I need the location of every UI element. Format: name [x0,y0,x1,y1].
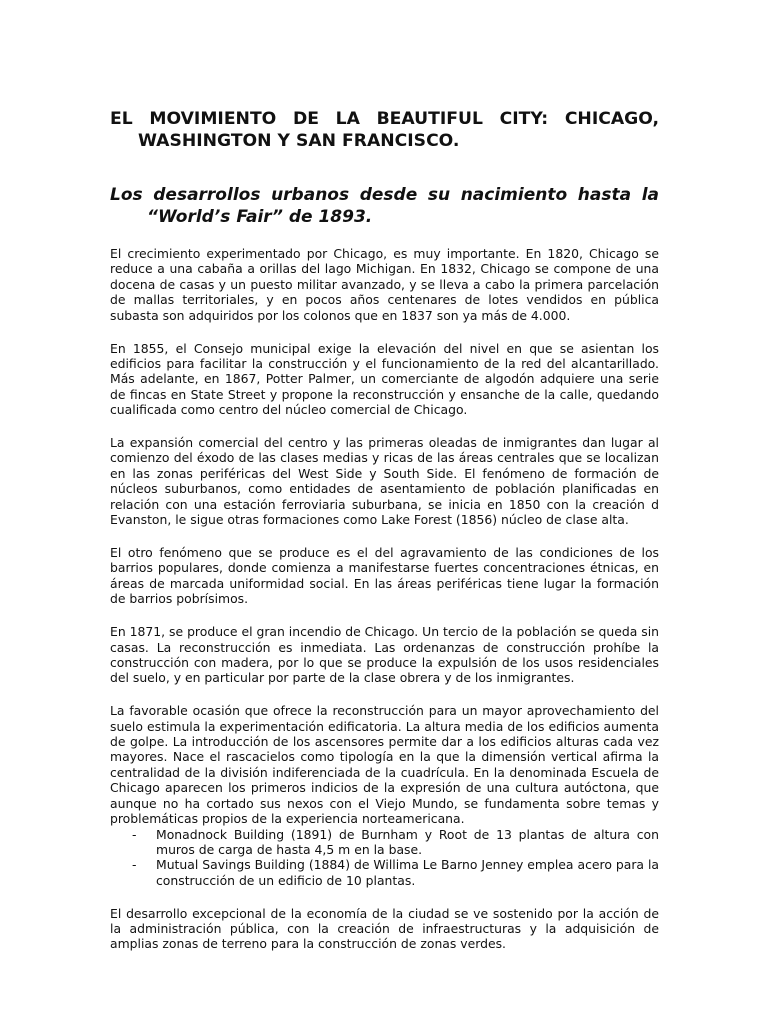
paragraph: En 1871, se produce el gran incendio de Chicago. Un tercio de la población se queda sin casas. La reconstrucción es inmediata. Las ordenanzas de construcción prohíbe la construcción con madera, por lo que se produce la expulsión de los usos residenciales del suelo, y en particular por parte de la clase obrera y de los inmigrantes. [110,624,659,686]
paragraph: El otro fenómeno que se produce es el del agravamiento de las condiciones de los barrios populares, donde comienza a manifestarse fuertes concentraciones étnicas, en áreas de marcada uniformidad social. En las áreas periféricas tiene lugar la formación de barrios pobrísimos. [110,545,659,607]
document-page [110,108,659,969]
paragraph: El desarrollo excepcional de la economía de la ciudad se ve sostenido por la acción de la administración pública, con la creación de infraestructuras y la adquisición de amplias zonas de terreno para la construcción de zonas verdes. [110,905,659,952]
document-title: EL MOVIMIENTO DE LA BEAUTIFUL CITY: CHICAGO, WASHINGTON Y SAN FRANCISCO. [110,109,659,151]
list-item-text: Monadnock Building (1891) de Burnham y Root de 13 plantas de altura con muros de carga de hasta 4,5 m en la base. [156,826,659,857]
list-item-text: Mutual Savings Building (1884) de Willima Le Barno Jenney emplea acero para la construcción de un edificio de 10 plantas. [156,857,659,888]
paragraph: La favorable ocasión que ofrece la reconstrucción para un mayor aprovechamiento del suelo estimula la experimentación edificatoria. La altura media de los edificios aumenta de golpe. La introducción de los ascensores permite dar a los edificios alturas cada vez mayores. Nace el rascacielos como tipología en la que la dimensión vertical afirma la centralidad de la división indiferenciada de la cuadrícula. En la denominada Escuela de Chicago aparecen los primeros indicios de la expresión de una cultura autóctona, que aunque no ha cortado sus nexos con el Viejo Mundo, se fundamenta sobre temas y problemáticas propios de la experiencia norteamericana. [110,703,659,827]
document-subtitle: Los desarrollos urbanos desde su nacimiento hasta la “World’s Fair” de 1893. [110,185,659,227]
list-item [110,857,659,888]
bullet-marker: - [132,826,137,842]
paragraph: El crecimiento experimentado por Chicago, es muy importante. En 1820, Chicago se reduce a una cabaña a orillas del lago Michigan. En 1832, Chicago se compone de una docena de casas y un puesto militar avanzado, y se lleva a cabo la primera parcelación de mallas territoriales, y en pocos años centenares de lotes vendidos en pública subasta son adquiridos por los colonos que en 1837 son ya más de 4.000. [110,246,659,323]
bullet-marker: - [132,857,137,873]
paragraph: En 1855, el Consejo municipal exige la elevación del nivel en que se asientan los edificios para facilitar la construcción y el funcionamiento de la red del alcantarillado. Más adelante, en 1867, Potter Palmer, un comerciante de algodón adquiere una serie de fincas en State Street y propone la reconstrucción y ensanche de la calle, quedando cualificada como centro del núcleo comercial de Chicago. [110,340,659,418]
paragraph: La expansión comercial del centro y las primeras oleadas de inmigrantes dan lugar al comienzo del éxodo de las clases medias y ricas de las áreas centrales que se localizan en las zonas periféricas del West Side y South Side. El fenómeno de formación de núcleos suburbanos, como entidades de asentamiento de población planificadas en relación con una estación ferroviaria suburbana, se inicia en 1850 con la creación d Evanston, le sigue otras formaciones como Lake Forest (1856) núcleo de clase alta. [110,435,659,528]
list-item [110,827,659,858]
bullet-list [110,827,659,889]
